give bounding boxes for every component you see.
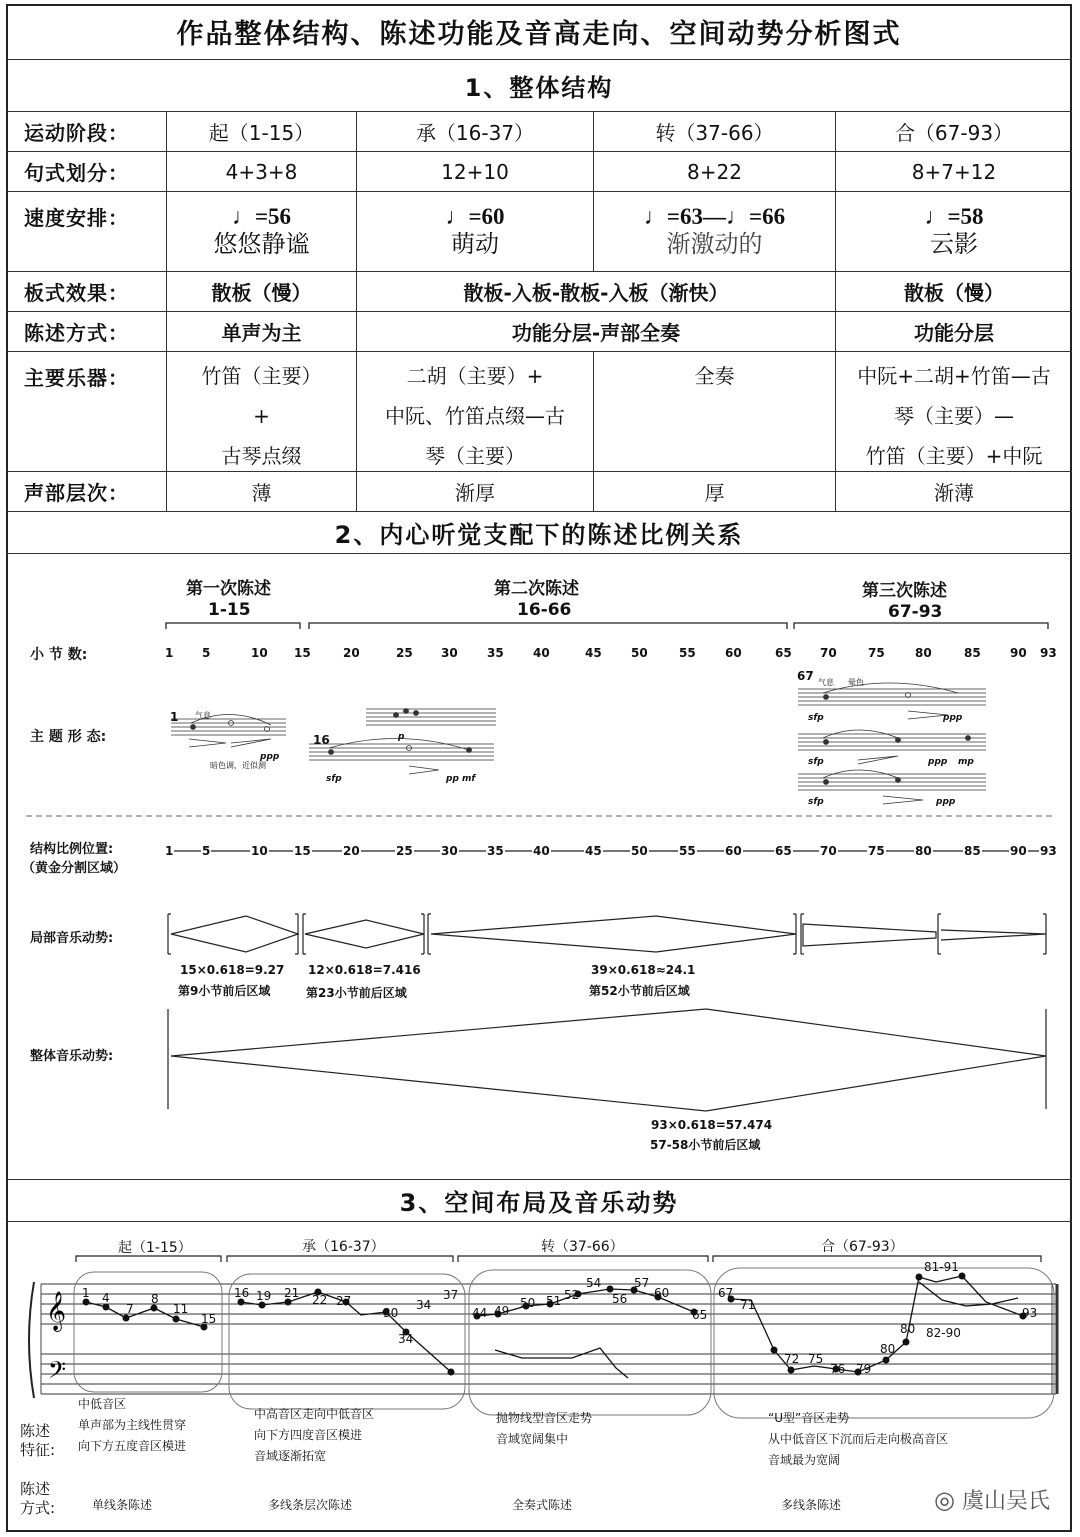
proportion-number: 30 [441,844,458,858]
phrase-cell: 8+22 [594,152,836,191]
bar-number: 45 [585,646,602,660]
instrument-line: 琴（主要） [425,444,525,468]
tempo-desc: 萌动 [451,229,499,258]
note-label: 4 [102,1291,110,1305]
feature-line: 单声部为主线性贯穿 [78,1418,187,1432]
bar-number-label: 小 节 数: [30,647,88,663]
statement-name: 第二次陈述 [494,579,579,599]
note-label: 72 [784,1352,800,1366]
layers-row [6,472,1072,512]
note-label: 80 [900,1322,916,1336]
feature-line: 音域宽阔集中 [496,1432,569,1446]
note-label: 56 [612,1292,628,1306]
proportion-number: 50 [631,844,648,858]
proportion-number: 65 [775,844,792,858]
note-label: 79 [856,1362,872,1376]
note-label: 81-91 [924,1260,959,1274]
theme-mark: 暗色调，近似测 [210,761,266,770]
board-label: 板式效果： [6,272,167,311]
tempo-desc: 悠悠静谧 [213,229,310,258]
theme-mark: pp mf [446,774,476,784]
stage-cell: 合（67-93） [894,121,1014,145]
note-label: 1 [82,1286,90,1300]
bar-number: 5 [202,646,211,660]
theme-mark: ppp [928,757,948,767]
proportion-number: 90 [1010,844,1027,858]
note-label: 51 [546,1294,562,1308]
note-label: 71 [740,1298,756,1312]
proportion-number: 80 [915,844,932,858]
bass-clef-icon: 𝄢 [48,1356,67,1389]
statement-name: 第一次陈述 [186,579,271,599]
bar-number: 20 [343,646,360,660]
tempo-marking: ♩=58 [924,204,984,230]
theme-mark: sfp [808,757,824,767]
watermark [934,1484,1050,1515]
instruments-cell [836,352,1072,471]
main-title-row [6,4,1072,60]
method-text: 全奏式陈述 [512,1498,573,1512]
instruments-cell [357,352,594,471]
proportion-label: （黄金分割区域） [22,861,127,876]
treble-clef-icon: 𝄞 [46,1291,67,1331]
section3-body [6,1222,1072,1532]
proportion-number: 35 [487,844,504,858]
instrument-line: 琴（主要）— [894,404,1014,428]
method-text: 单线条陈述 [92,1498,153,1512]
stage-bracket-label: 承（16-37） [302,1239,385,1255]
instruments-label: 主要乐器： [6,352,167,471]
tempo-marking: ♩=60 [445,204,505,230]
watermark-text: 虞山吴氏 [961,1489,1050,1514]
theme-mark: 气息 [195,711,211,720]
instrument-line: 竹笛（主要）+中阮 [865,444,1043,468]
local-note: 12×0.618=7.416 [308,963,421,977]
local-note: 第23小节前后区域 [306,986,407,1000]
theme-mark: 67 [797,669,814,683]
tempo-marking: ♩=63—♩=66 [643,204,786,230]
theme-mark: sfp [808,713,824,723]
feature-block [78,1394,186,1457]
feature-line: 中高音区走向中低音区 [254,1407,375,1421]
feature-block [768,1408,948,1471]
feature-line: 音域逐渐拓宽 [254,1449,327,1463]
bar-number: 1 [165,646,174,660]
bar-number: 55 [679,646,696,660]
section2-title: 2、内心听觉支配下的陈述比例关系 [334,521,744,549]
stage-cell: 承（16-37） [357,112,594,151]
note-label: 19 [256,1289,272,1303]
section3-title: 3、空间布局及音乐动势 [399,1189,679,1217]
note-label: 34 [398,1332,414,1346]
statement-cell: 功能分层 [914,321,994,345]
tempo-row [6,192,1072,272]
proportion-number: 85 [964,844,981,858]
tempo-cell [594,192,836,271]
proportion-number: 1 [165,844,174,858]
stage-cell: 转（37-66） [594,112,836,151]
proportion-number: 60 [725,844,742,858]
proportion-number: 40 [533,844,550,858]
proportion-number: 55 [679,844,696,858]
statement-bracket [794,623,1048,629]
bar-number: 90 [1010,646,1027,660]
local-note: 15×0.618=9.27 [180,963,285,977]
note-label: 27 [336,1294,352,1308]
bar-number: 30 [441,646,458,660]
note-label: 76 [830,1362,846,1376]
note-label: 80 [880,1342,896,1356]
note-label: 15 [201,1312,217,1326]
instrument-line: 中阮、竹笛点缀—古 [385,404,565,428]
feature-block [496,1408,592,1450]
theme-mark: ppp [260,752,280,762]
tempo-desc: 渐激动的 [666,229,763,258]
note-label: 57 [634,1276,650,1290]
layers-cell: 厚 [594,472,836,511]
stage-cell: 起（1-15） [167,112,357,151]
layers-label: 声部层次： [6,472,167,511]
phrase-cell: 12+10 [357,152,594,191]
theme-mark: p [398,732,405,742]
bar-number: 75 [868,646,885,660]
proportion-number: 25 [396,844,413,858]
phrase-cell: 4+3+8 [167,152,357,191]
method-side-label: 陈述 方式: [20,1480,56,1517]
bar-number: 65 [775,646,792,660]
theme-mark: 16 [313,733,330,747]
proportion-number: 70 [820,844,837,858]
feature-line: 音域最为宽阔 [768,1453,841,1467]
bar-number: 40 [533,646,550,660]
stage-label: 运动阶段： [6,112,167,151]
wechat-icon: ◎ [934,1486,955,1514]
note-label: 7 [126,1302,134,1316]
note-label: 52 [564,1288,580,1302]
statement-row [6,312,1072,352]
note-label: 8 [151,1292,159,1306]
theme-mark: sfp [808,797,824,807]
statement-bracket [309,623,787,629]
feature-side-label: 陈述 特征: [20,1422,56,1459]
proportion-number: 45 [585,844,602,858]
instrument-line: 二胡（主要）+ [406,364,544,388]
note-label: 49 [494,1304,510,1318]
instrument-line: 竹笛（主要） [201,364,322,388]
theme-mark: 1 [170,710,179,724]
stage-bracket [458,1256,708,1262]
instrument-line: 中阮+二胡+竹笛—古 [857,364,1051,388]
bar-number: 50 [631,646,648,660]
note-label: 65 [692,1308,708,1322]
theme-mark: 气息 [818,678,834,687]
whole-note: 57-58小节前后区域 [650,1138,761,1152]
feature-line: 中低音区 [78,1397,127,1411]
local-note: 39×0.618≈24.1 [591,963,696,977]
stage-bracket [227,1256,453,1262]
statement-range: 67-93 [888,602,943,622]
statement-bracket [166,623,300,629]
note-label: 16 [234,1286,250,1300]
main-title: 作品整体结构、陈述功能及音高走向、空间动势分析图式 [176,19,902,50]
brace [29,1282,34,1398]
instruments-row [6,352,1072,472]
phrase-label: 句式划分： [6,152,167,191]
stage-bracket-label: 起（1-15） [118,1240,192,1256]
statement-name: 第三次陈述 [862,581,947,601]
tempo-cell [167,192,357,271]
note-label: 34 [416,1298,432,1312]
phrase-row [6,152,1072,192]
feature-line: 向下方四度音区模进 [254,1428,363,1442]
feature-line: “U型”音区走势 [768,1411,850,1425]
bar-number: 25 [396,646,413,660]
section1-title-row [6,60,1072,112]
proportion-number: 20 [343,844,360,858]
proportion-number: 75 [868,844,885,858]
statement-cell: 单声为主 [167,312,357,351]
stage-bracket [713,1256,1041,1262]
layers-cell: 薄 [167,472,357,511]
theme-mark: ppp [943,713,963,723]
section2-title-row [6,512,1072,554]
method-text: 多线条层次陈述 [268,1498,353,1512]
note-label: 93 [1022,1306,1038,1320]
instruments-cell [167,352,357,471]
note-label: 75 [808,1352,824,1366]
whole-dynamics-label: 整体音乐动势: [30,1049,114,1064]
board-cell: 散板（慢） [904,281,1004,305]
feature-line: 向下方五度音区模进 [78,1439,187,1453]
tempo-marking: ♩=56 [231,204,292,230]
section3-diagram [6,1222,1072,1532]
stage-bracket-label: 转（37-66） [541,1239,624,1255]
phrase-cell: 8+7+12 [911,159,997,184]
proportion-number: 93 [1040,844,1057,858]
note-label: 82-90 [926,1326,961,1340]
section1-title: 1、整体结构 [464,74,614,102]
bar-number: 35 [487,646,504,660]
theme-label: 主 题 形 态: [30,729,107,745]
note-label: 11 [173,1302,189,1316]
note-label: 67 [718,1286,734,1300]
bar-number: 10 [251,646,268,660]
statement-range: 1-15 [208,600,251,620]
statement-range: 16-66 [517,600,572,620]
layers-cell: 渐薄 [934,481,974,505]
bar-number: 85 [964,646,981,660]
stage-row [6,112,1072,152]
feature-line: 抛物线型音区走势 [496,1411,593,1425]
theme-staves [171,683,986,804]
local-note: 第52小节前后区域 [589,984,690,998]
proportion-number: 15 [294,844,311,858]
note-label: 21 [284,1286,300,1300]
tempo-desc: 云影 [930,229,978,258]
instrument-line: 古琴点缀 [221,444,302,468]
tempo-cell [836,192,1072,271]
instrument-line: 全奏 [694,364,735,388]
feature-line: 从中低音区下沉而后走向极高音区 [768,1432,949,1446]
theme-mark: mp [958,757,974,767]
theme-mark: ppp [936,797,956,807]
melodic-contours [86,1276,1023,1378]
bar-number: 80 [915,646,932,660]
whole-dynamics [168,1009,1046,1111]
feature-block [254,1404,374,1467]
note-label: 22 [312,1293,328,1307]
method-text: 多线条陈述 [781,1498,842,1512]
board-cell: 散板-入板-散板-入板（渐快） [357,272,836,311]
proportion-number: 5 [202,844,211,858]
bar-number: 70 [820,646,837,660]
proportion-number: 10 [251,844,268,858]
theme-mark: sfp [326,774,342,784]
board-row [6,272,1072,312]
note-label: 37 [443,1288,459,1302]
note-label: 50 [520,1296,536,1310]
local-dynamics [168,914,1046,954]
stage-bracket-label: 合（67-93） [821,1239,904,1255]
board-cell: 散板（慢） [167,272,357,311]
proportion-label: 结构比例位置: [30,842,114,857]
instruments-cell [594,352,836,471]
tempo-cell [357,192,594,271]
bar-number: 60 [725,646,742,660]
local-dynamics-label: 局部音乐动势: [30,931,114,946]
statement-label: 陈述方式： [6,312,167,351]
tempo-label: 速度安排： [6,192,167,271]
whole-note: 93×0.618=57.474 [651,1118,773,1132]
note-label: 54 [586,1276,602,1290]
bar-number: 93 [1040,646,1057,660]
instrument-line: + [253,404,270,428]
section3-title-row [6,1180,1072,1222]
theme-mark: 晕色 [848,678,864,687]
layers-cell: 渐厚 [357,472,594,511]
note-label: 60 [654,1286,670,1300]
note-label: 30 [383,1306,399,1320]
bar-number: 15 [294,646,311,660]
local-note: 第9小节前后区域 [178,984,271,998]
note-label: 44 [472,1306,488,1320]
statement-cell: 功能分层-声部全奏 [357,312,836,351]
